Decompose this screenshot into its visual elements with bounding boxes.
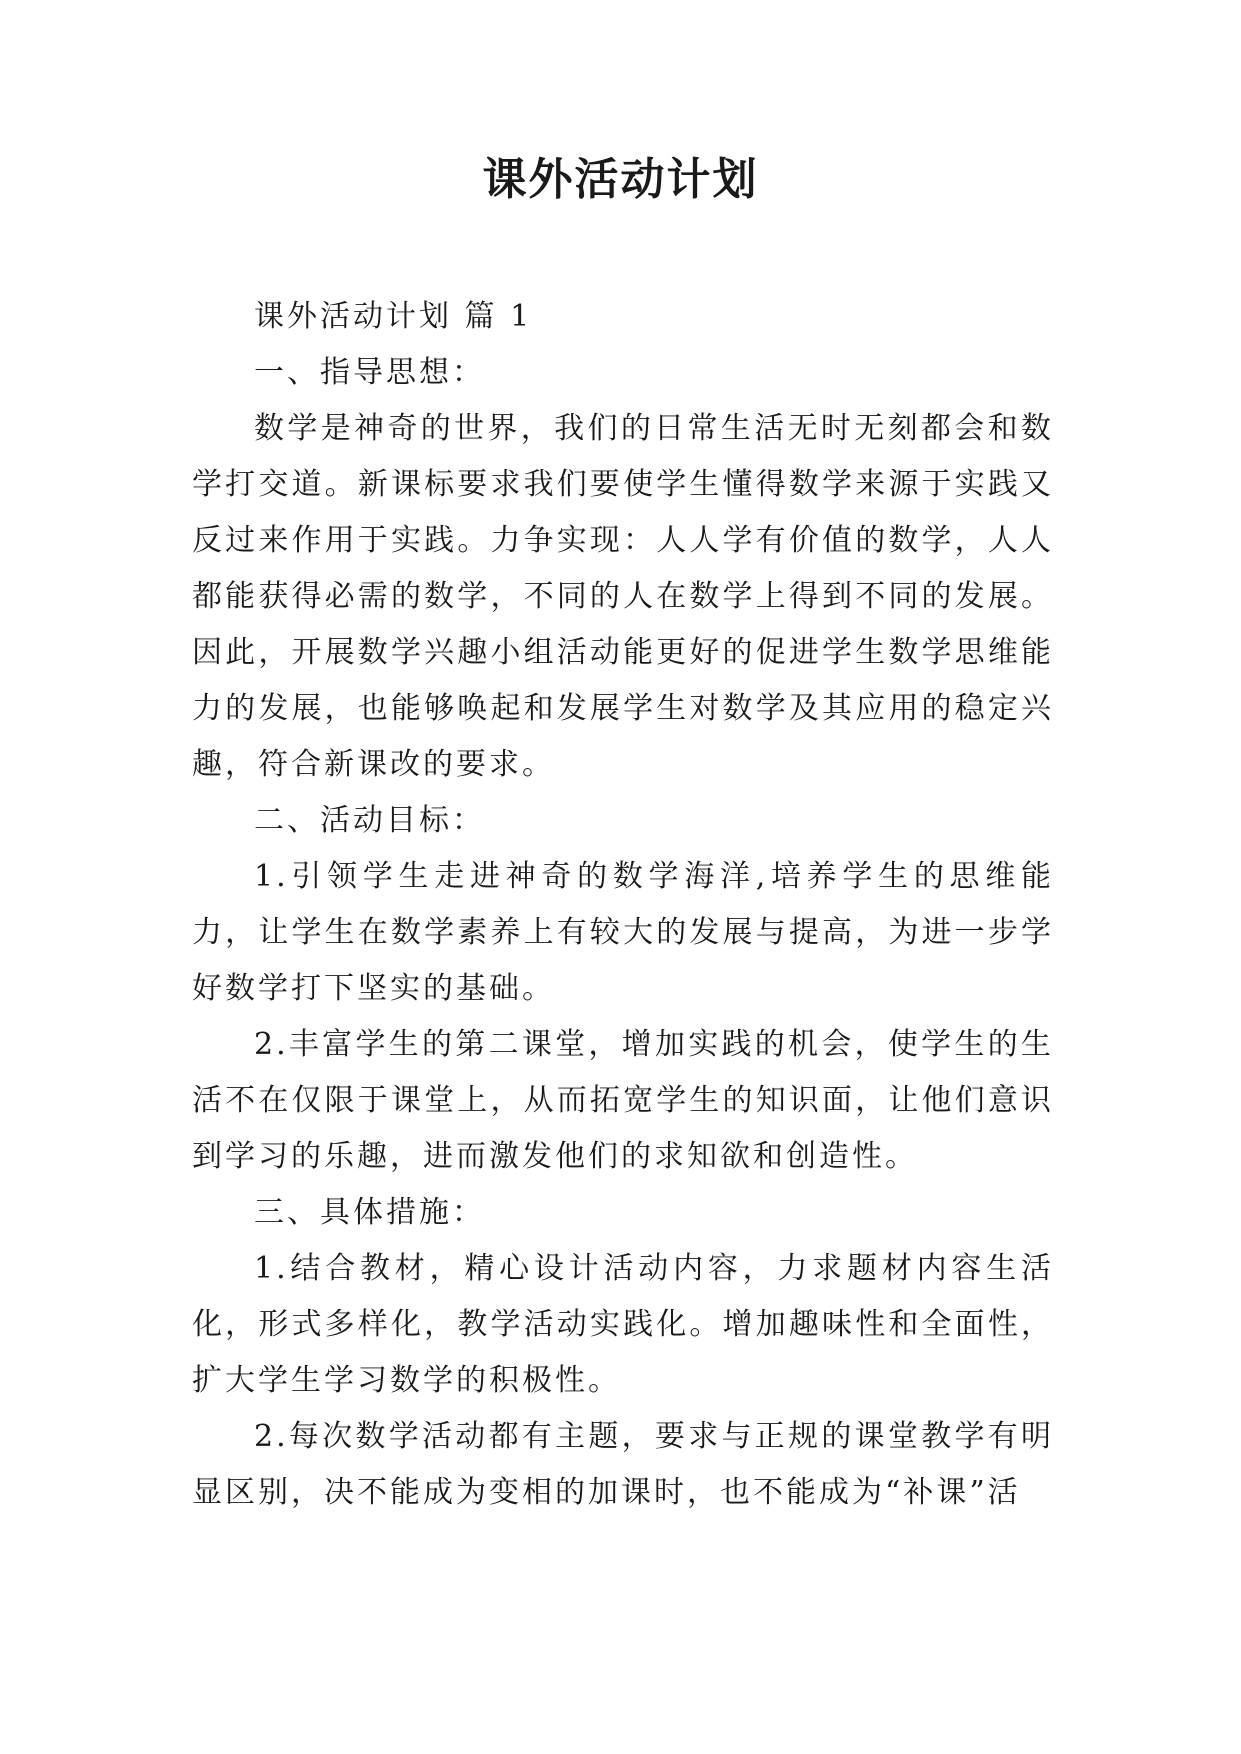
section-heading-measures: 三、具体措施：: [254, 1195, 485, 1230]
paragraph-goal-2: 2.丰富学生的第二课堂，增加实践的机会，使学生的生活不在仅限于课堂上，从而拓宽学生的知识面，让他们意识到学习的乐趣，进而激发他们的求知欲和创造性。: [192, 1027, 1054, 1174]
paragraph-measure-1: 1.结合教材，精心设计活动内容，力求题材内容生活化，形式多样化，教学活动实践化。增加趣味性和全面性，扩大学生学习数学的积极性。: [192, 1251, 1054, 1398]
paragraph-guiding-thought: 数学是神奇的世界，我们的日常生活无时无刻都会和数学打交道。新课标要求我们要使学生懂得数学来源于实践又反过来作用于实践。力争实现：人人学有价值的数学，人人都能获得必需的数学，不同的人在数学上得到不同的发展。因此，开展数学兴趣小组活动能更好的促进学生数学思维能力的发展，也能够唤起和发展学生对数学及其应用的稳定兴趣，符合新课改的要求。: [192, 411, 1054, 782]
section-heading-activity-goals: 二、活动目标：: [254, 803, 485, 838]
paragraph-measure-2: 2.每次数学活动都有主题，要求与正规的课堂教学有明显区别，决不能成为变相的加课时，也不能成为“补课”活: [192, 1419, 1054, 1510]
section-heading-title: 课外活动计划 篇 1: [254, 299, 533, 334]
document-body: [192, 289, 1054, 1521]
section-heading-guiding-thought: 一、指导思想：: [254, 355, 485, 390]
document-title: 课外活动计划: [482, 154, 759, 205]
paragraph-goal-1: 1.引领学生走进神奇的数学海洋,培养学生的思维能力，让学生在数学素养上有较大的发展与提高，为进一步学好数学打下坚实的基础。: [192, 859, 1054, 1006]
